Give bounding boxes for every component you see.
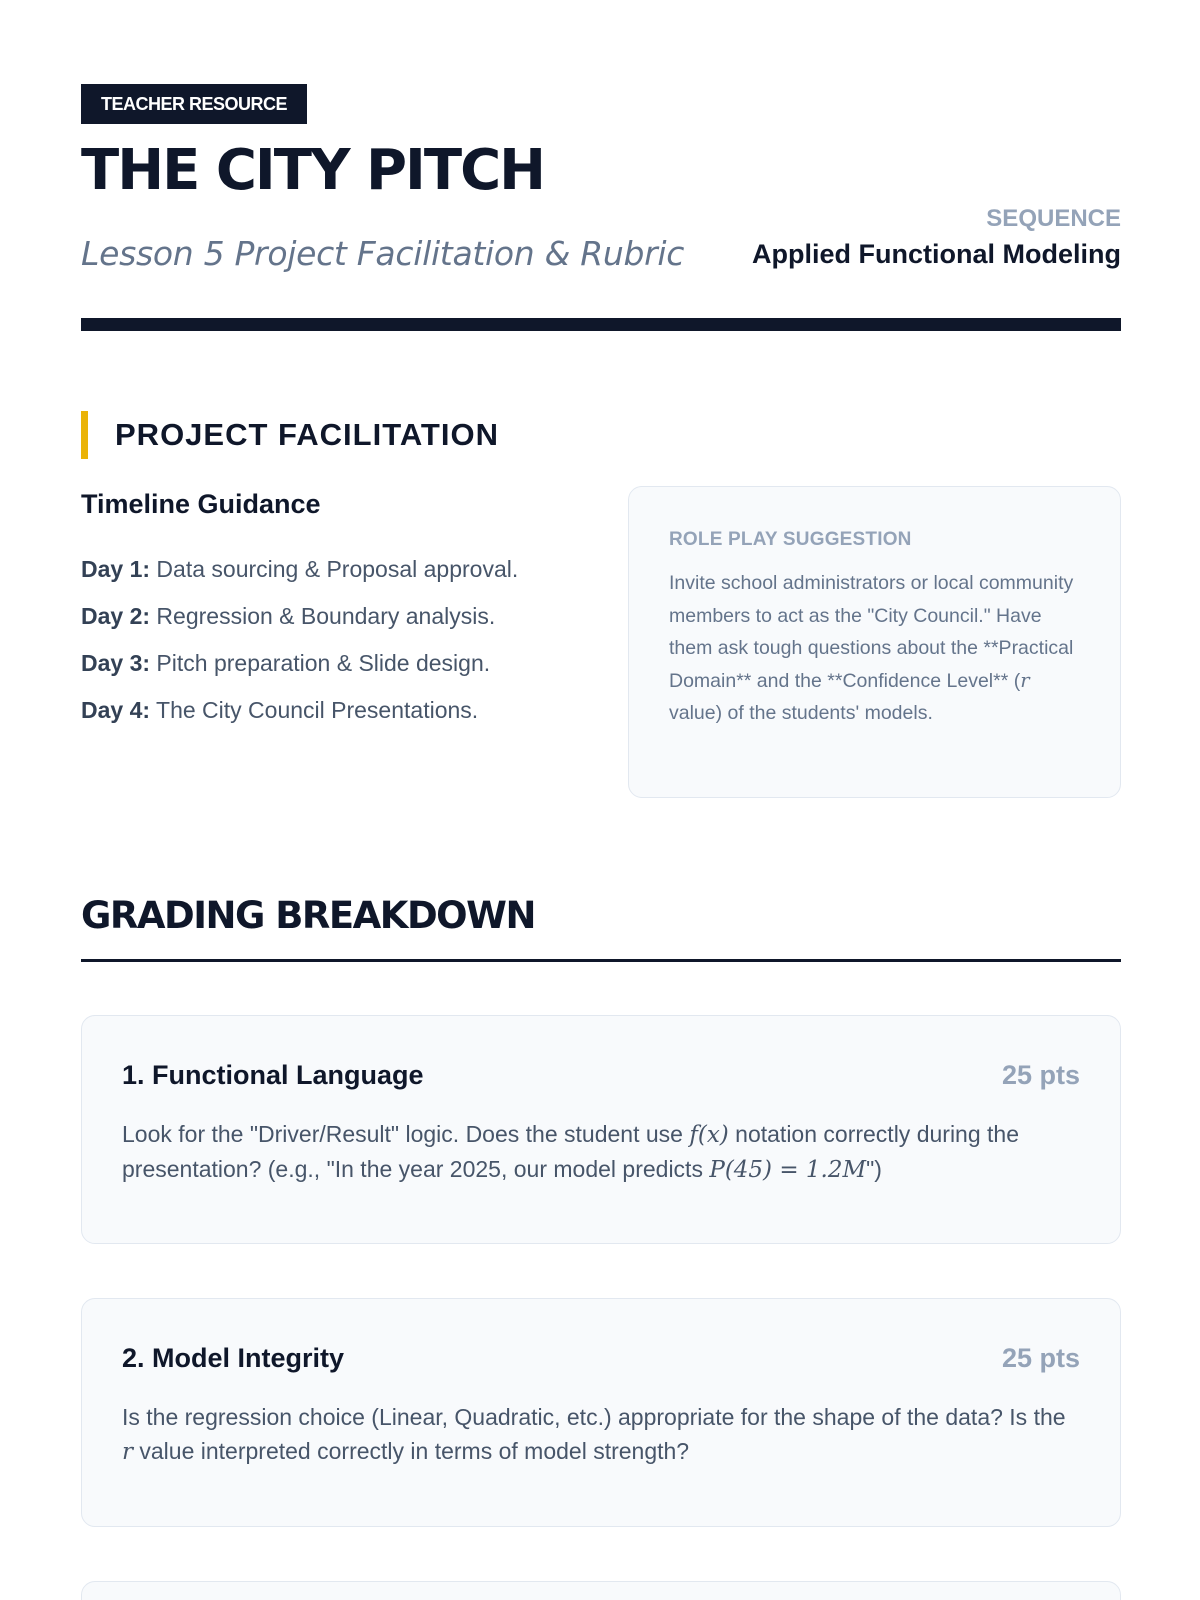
timeline-guidance (81, 486, 581, 734)
sequence-label: SEQUENCE (986, 205, 1121, 232)
day-item (81, 593, 581, 640)
timeline-title: Timeline Guidance (81, 489, 321, 519)
header-row (81, 202, 1121, 274)
card-text: value interpreted correctly in terms of model strength? (133, 1438, 690, 1464)
card-text: notation correctly during the presentation? (e.g., "In the year 2025, our model predicts (122, 1121, 1019, 1182)
day-item (81, 546, 581, 593)
card-points: 25 pts (1001, 1060, 1080, 1090)
grading-title: GRADING BREAKDOWN (81, 894, 535, 937)
card-description (122, 1400, 1080, 1469)
day-label: Day 2: (81, 603, 151, 629)
sequence-block (752, 202, 1121, 272)
role-play-text-before: Invite school administrators or local community members to act as the "City Council." Have them ask tough questions about the **Practical Domain** and the **Confidence Level** ( (669, 572, 1074, 692)
day-item (81, 687, 581, 734)
page-subtitle: Lesson 5 Project Facilitation & Rubric (81, 234, 685, 273)
role-play-callout (628, 486, 1121, 798)
day-text: Regression & Boundary analysis. (150, 603, 496, 629)
facilitation-section-header (81, 411, 1121, 459)
day-text: The City Council Presentations. (150, 697, 479, 723)
card-description (122, 1117, 1080, 1187)
math-r: r (1020, 668, 1030, 692)
day-label: Day 3: (81, 650, 151, 676)
facilitation-section (81, 486, 1121, 806)
card-header (122, 1343, 1080, 1374)
math-fx: f(x) (689, 1122, 729, 1148)
teacher-resource-badge: TEACHER RESOURCE (81, 84, 307, 124)
card-text: Is the regression choice (Linear, Quadratic, etc.) appropriate for the shape of the data? Is the (122, 1404, 1066, 1430)
day-item (81, 640, 581, 687)
card-text: ") (866, 1156, 882, 1182)
role-play-title: ROLE PLAY SUGGESTION (669, 529, 912, 550)
card-title: 2. Model Integrity (122, 1343, 345, 1373)
rubric-card-model-integrity (81, 1298, 1121, 1527)
role-play-text (669, 567, 1080, 730)
math-p45: P(45) = 1.2M (709, 1157, 867, 1183)
page-title: THE CITY PITCH (81, 138, 545, 203)
rubric-card-partial (81, 1581, 1121, 1600)
sequence-value: Applied Functional Modeling (752, 239, 1121, 269)
document-content (81, 84, 1121, 1465)
card-points: 25 pts (1001, 1343, 1080, 1373)
grading-divider (81, 959, 1121, 962)
day-text: Pitch preparation & Slide design. (150, 650, 491, 676)
day-label: Day 1: (81, 556, 151, 582)
card-text: Look for the "Driver/Result" logic. Does the student use (122, 1121, 690, 1147)
header-divider (81, 318, 1121, 331)
day-label: Day 4: (81, 697, 151, 723)
day-list (81, 546, 581, 734)
card-header (122, 1060, 1080, 1091)
day-text: Data sourcing & Proposal approval. (150, 556, 519, 582)
section-accent-bar (81, 411, 88, 459)
rubric-card-functional-language (81, 1015, 1121, 1244)
card-title: 1. Functional Language (122, 1060, 424, 1090)
math-r: r (122, 1439, 133, 1465)
facilitation-section-title: PROJECT FACILITATION (115, 417, 499, 452)
role-play-text-after: value) of the students' models. (669, 702, 933, 724)
